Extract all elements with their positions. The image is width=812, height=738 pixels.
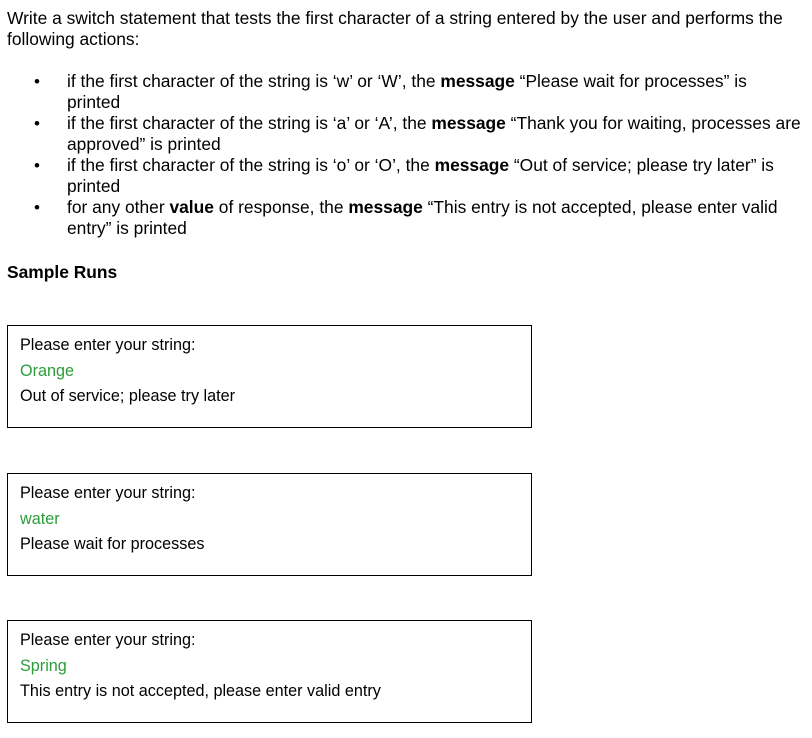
run-prompt: Please enter your string: bbox=[20, 484, 196, 502]
list-item-text-suffix: “Thank you for waiting, processes are approved” is printed bbox=[67, 113, 801, 154]
list-item-text bbox=[67, 71, 802, 113]
list-item bbox=[7, 113, 802, 155]
list-item-text-prefix: for any other bbox=[67, 197, 170, 217]
run-output: Out of service; please try later bbox=[20, 387, 236, 405]
list-item-text-prefix: if the first character of the string is ‘a’ or ‘A’, the bbox=[67, 113, 432, 133]
list-item-text-bold: message bbox=[431, 113, 506, 133]
list-item-text-bold: message bbox=[440, 71, 515, 91]
intro-paragraph: Write a switch statement that tests the first character of a string entered by the user and performs the following actions: bbox=[7, 8, 783, 49]
sample-run-box bbox=[7, 325, 532, 428]
list-item-text-bold: message bbox=[348, 197, 423, 217]
sample-run-box bbox=[7, 620, 532, 723]
run-prompt: Please enter your string: bbox=[20, 336, 196, 354]
run-input: Spring bbox=[20, 656, 67, 675]
list-item-text-prefix: if the first character of the string is ‘o’ or ‘O’, the bbox=[67, 155, 435, 175]
list-item bbox=[7, 71, 802, 113]
bullet-icon: • bbox=[34, 114, 40, 133]
run-input: water bbox=[20, 509, 60, 528]
bullet-icon: • bbox=[34, 156, 40, 175]
list-item bbox=[7, 197, 802, 239]
list-item-text bbox=[67, 155, 802, 197]
run-prompt: Please enter your string: bbox=[20, 631, 196, 649]
list-item-text-bold: value bbox=[169, 197, 214, 217]
requirements-list bbox=[7, 71, 807, 239]
run-output: This entry is not accepted, please enter valid entry bbox=[20, 682, 381, 700]
list-item-text-suffix: “Out of service; please try later” is printed bbox=[67, 155, 774, 196]
sample-run-box bbox=[7, 473, 532, 576]
list-item-text-middle: of response, the bbox=[213, 197, 349, 217]
list-item bbox=[7, 155, 802, 197]
sample-runs-heading: Sample Runs bbox=[7, 262, 118, 282]
list-item-text-suffix: “This entry is not accepted, please enter valid entry” is printed bbox=[67, 197, 778, 238]
list-item-text-suffix: “Please wait for processes” is printed bbox=[67, 71, 747, 112]
assignment-document bbox=[7, 8, 807, 239]
bullet-icon: • bbox=[34, 198, 40, 217]
list-item-text bbox=[67, 197, 802, 239]
list-item-text bbox=[67, 113, 802, 155]
list-item-text-prefix: if the first character of the string is ‘w’ or ‘W’, the bbox=[67, 71, 441, 91]
run-input: Orange bbox=[20, 361, 74, 380]
list-item-text-bold: message bbox=[434, 155, 510, 175]
bullet-icon: • bbox=[34, 72, 40, 91]
run-output: Please wait for processes bbox=[20, 535, 205, 553]
